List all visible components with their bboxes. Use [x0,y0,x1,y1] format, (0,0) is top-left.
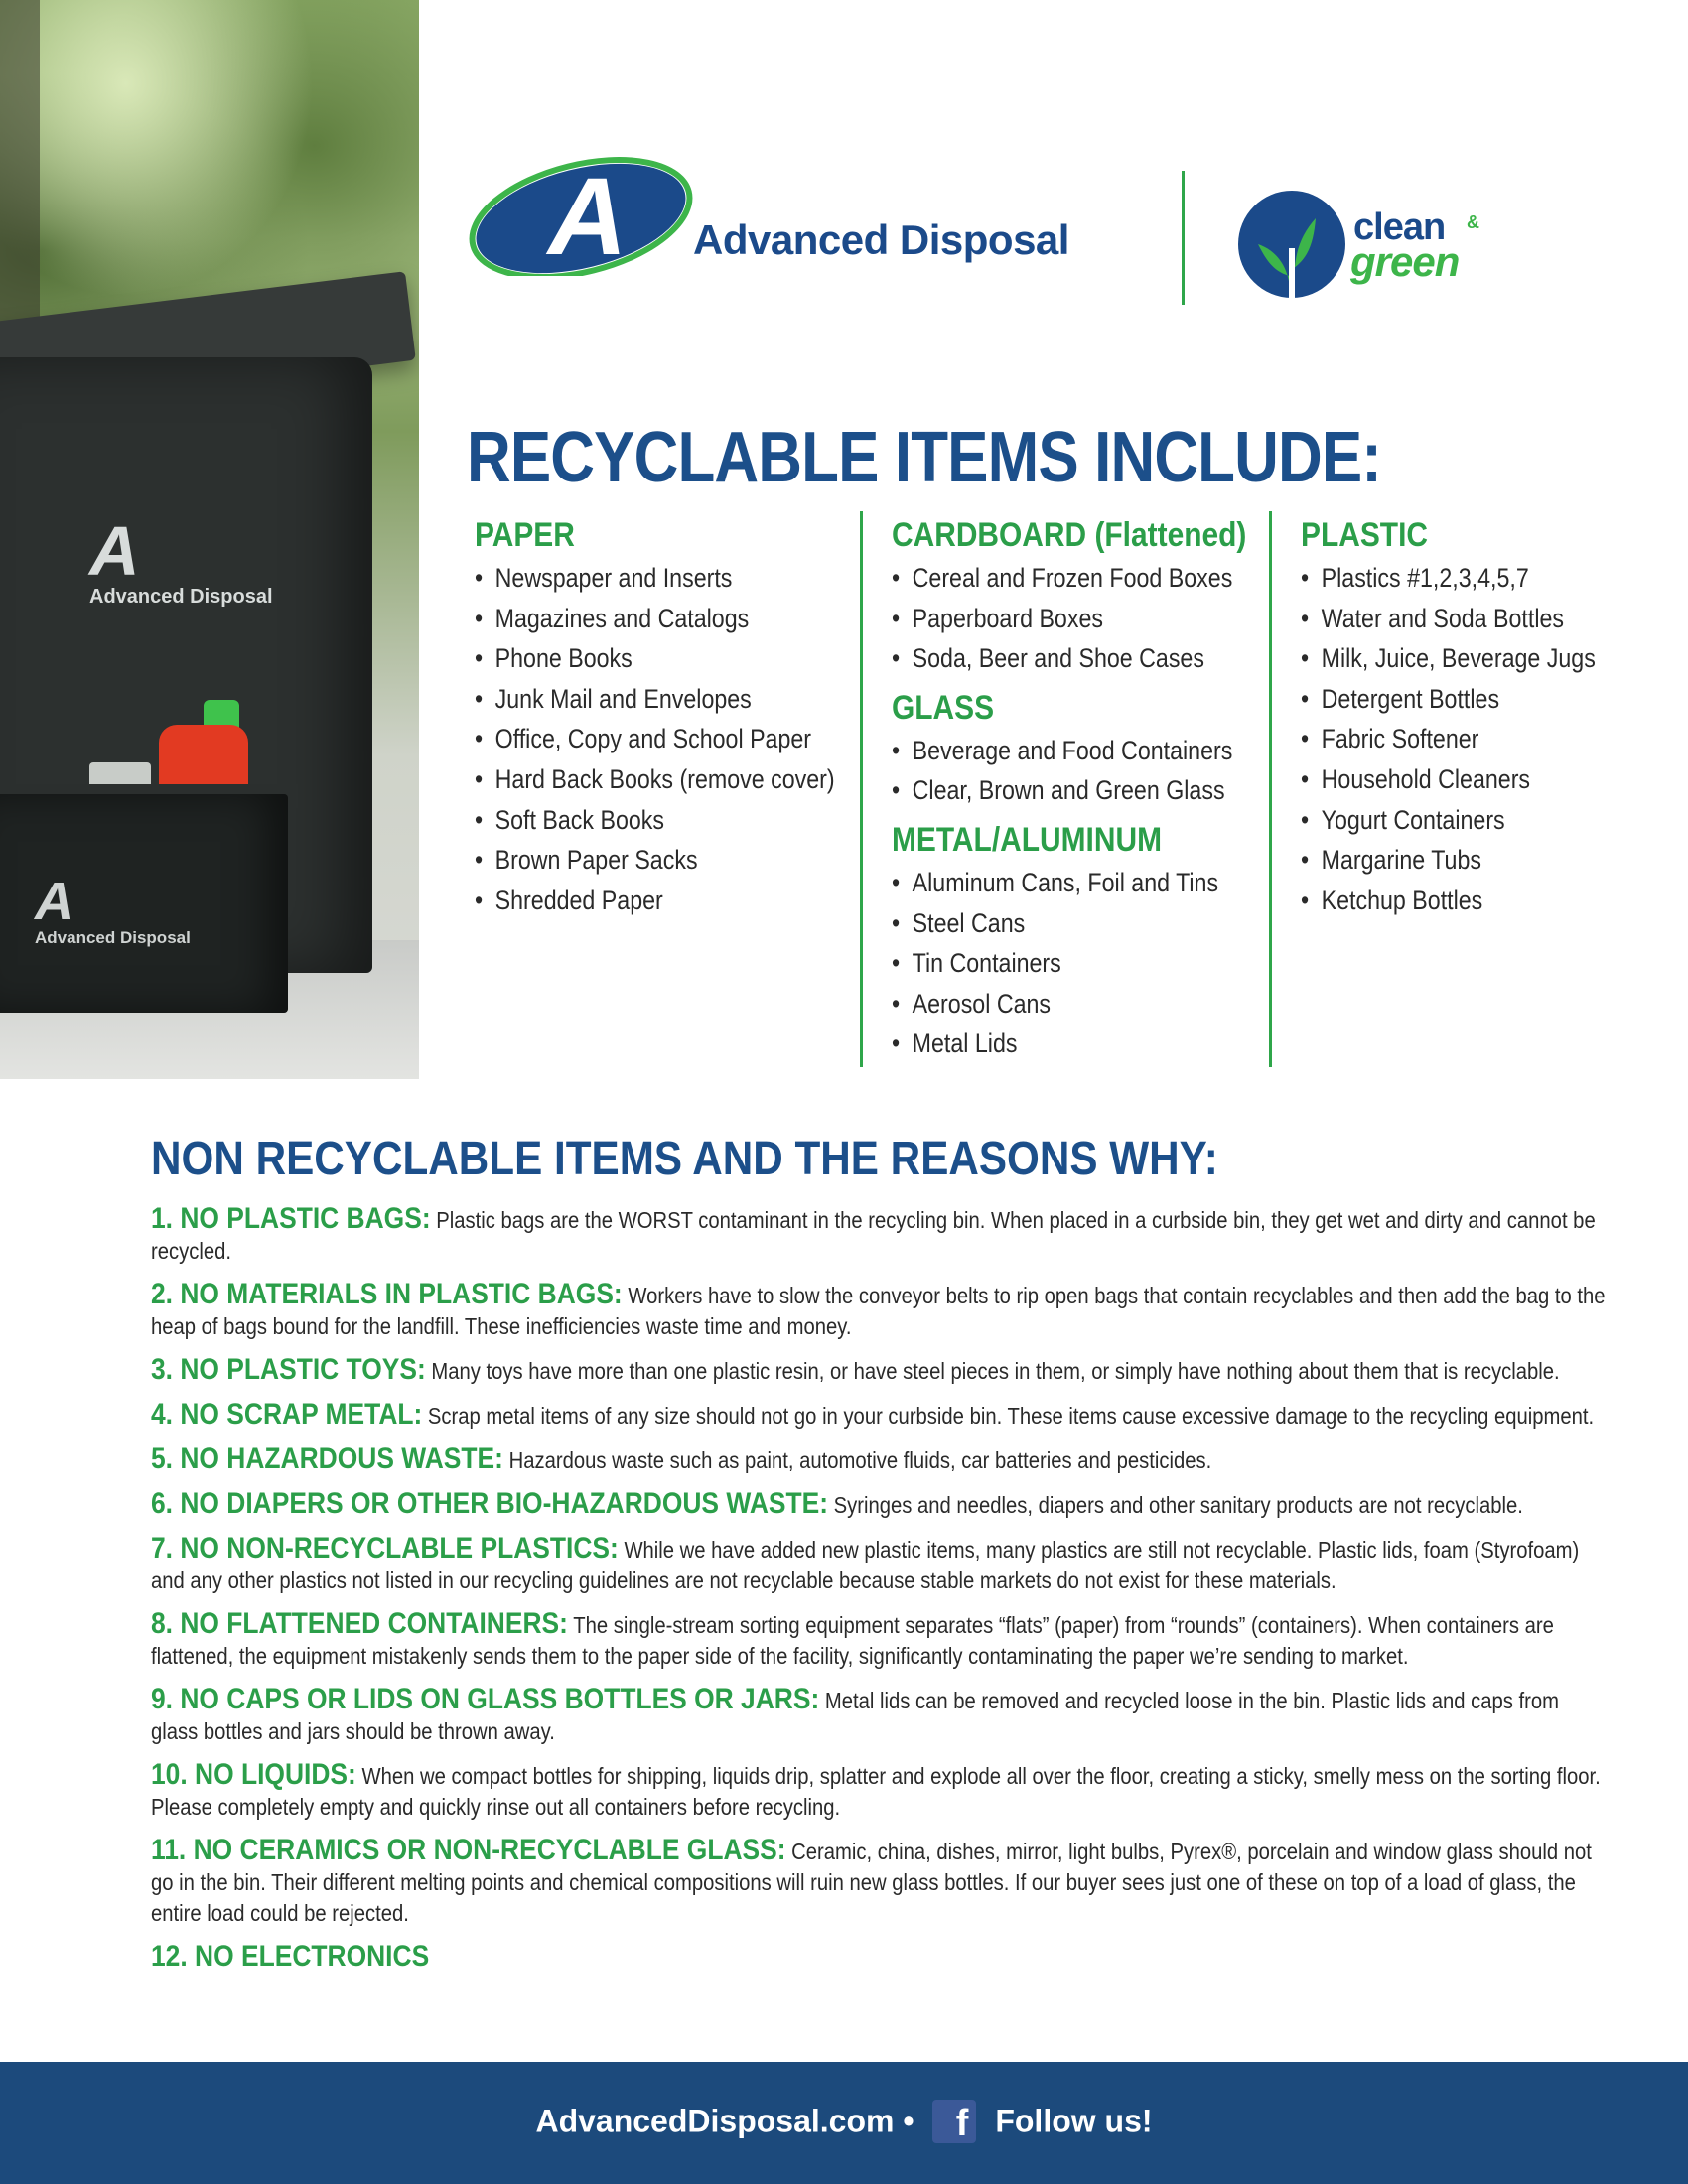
item-list [892,558,1295,679]
reason-heading: 4. NO SCRAP METAL: [151,1398,423,1431]
facebook-icon[interactable]: f [932,2100,976,2143]
reason-item [151,1354,1611,1387]
reason-item [151,1279,1611,1342]
column-divider [860,511,863,1067]
reason-heading: 3. NO PLASTIC TOYS: [151,1353,426,1386]
reason-text: Plastic bags are the WORST contaminant in the recycling bin. When placed in a curbside bin, they get wet and dirty and cannot be recycled. [151,1207,1596,1264]
reason-heading: 2. NO MATERIALS IN PLASTIC BAGS: [151,1278,623,1310]
item-list [475,558,894,920]
list-item: • Fabric Softener [1301,719,1596,759]
clean-green-logo [1236,189,1494,308]
item-list [1301,558,1643,920]
advanced-disposal-logo [467,157,1142,276]
reason-item [151,1203,1611,1267]
list-item: • Beverage and Food Containers [892,731,1238,771]
trash-cart-photo [0,0,419,1079]
recyclable-title: RECYCLABLE ITEMS INCLUDE: [467,418,1382,497]
recyclable-column-plastic [1301,516,1643,930]
reasons-list [151,1203,1611,1985]
category-title: PAPER [475,516,575,554]
reason-item [151,1443,1611,1476]
reason-text: Many toys have more than one plastic resin, or have steel pieces in them, or simply have nothing about them that is recyclable. [431,1358,1560,1384]
list-item: • Phone Books [475,638,835,679]
footer-separator: • [903,2103,914,2139]
list-item: • Office, Copy and School Paper [475,719,835,759]
brand-name: Advanced Disposal [693,216,1069,263]
item-list [892,863,1295,1064]
list-item: • Soda, Beer and Shoe Cases [892,638,1238,679]
list-item: • Clear, Brown and Green Glass [892,770,1238,811]
green-word: green [1350,238,1460,285]
recyclable-column-paper [475,516,894,930]
reason-text: Metal lids can be removed and recycled loose in the bin. Plastic lids and caps from glass bottles and jars should be thrown away. [151,1688,1560,1744]
reason-item [151,1533,1611,1596]
leaf-icon [1236,189,1355,308]
list-item: • Soft Back Books [475,800,835,841]
bin-logo-letter: A [35,872,73,931]
reason-text: While we have added new plastic items, many plastics are still not recyclable. Plastic lids, foam (Styrofoam) and any other plastics not listed in our recycling guidelines are not recyclable because stable markets do not exist for these materials. [151,1537,1580,1593]
reason-text: Hazardous waste such as paint, automotive fluids, car batteries and pesticides. [508,1447,1212,1473]
list-item: • Water and Soda Bottles [1301,599,1596,639]
reason-text: Syringes and needles, diapers and other sanitary products are not recyclable. [833,1492,1523,1518]
list-item: • Metal Lids [892,1024,1238,1064]
reason-heading: 5. NO HAZARDOUS WASTE: [151,1442,503,1475]
reason-text: When we compact bottles for shipping, liquids drip, splatter and explode all over the floor, creating a sticky, smelly mess on the sorting floor. Please completely empty and quickly rinse out all containers before recycling. [151,1763,1601,1820]
list-item: • Shredded Paper [475,881,835,921]
list-item: • Newspaper and Inserts [475,558,835,599]
reason-heading: 8. NO FLATTENED CONTAINERS: [151,1607,568,1640]
list-item: • Household Cleaners [1301,759,1596,800]
category-title: METAL/ALUMINUM [892,820,1163,859]
list-item: • Aerosol Cans [892,984,1238,1024]
footer-bar [0,2062,1688,2184]
list-item: • Ketchup Bottles [1301,881,1596,921]
reason-item [151,1835,1611,1929]
list-item: • Brown Paper Sacks [475,840,835,881]
item-list [892,731,1295,811]
category-title: CARDBOARD (Flattened) [892,516,1247,554]
reason-heading: 10. NO LIQUIDS: [151,1758,356,1791]
list-item: • Margarine Tubs [1301,840,1596,881]
list-item: • Tin Containers [892,943,1238,984]
bin-logo [35,874,191,947]
ampersand: & [1467,212,1479,232]
reason-heading: 1. NO PLASTIC BAGS: [151,1202,431,1235]
list-item: • Cereal and Frozen Food Boxes [892,558,1238,599]
clean-word: clean [1353,206,1446,248]
reason-text: The single-stream sorting equipment separates “flats” (paper) from “rounds” (containers). When containers are flattened, the equipment mistakenly sends them to the paper side of the facility, significantly contaminating the paper we’re sending to market. [151,1612,1554,1669]
reason-item [151,1941,1611,1974]
list-item: • Paperboard Boxes [892,599,1238,639]
follow-us-link[interactable]: Follow us! [995,2103,1153,2139]
reason-item [151,1759,1611,1823]
list-item: • Yogurt Containers [1301,800,1596,841]
bin-logo-text: Advanced Disposal [35,928,191,947]
footer-content [0,2100,1688,2143]
reason-heading: 11. NO CERAMICS OR NON-RECYCLABLE GLASS: [151,1834,786,1866]
cart-logo [89,512,273,608]
category-title: PLASTIC [1301,516,1428,554]
list-item: • Magazines and Catalogs [475,599,835,639]
reason-heading: 12. NO ELECTRONICS [151,1940,430,1973]
non-recyclable-title: NON RECYCLABLE ITEMS AND THE REASONS WHY: [151,1133,1218,1185]
reason-text: Ceramic, china, dishes, mirror, light bulbs, Pyrex®, porcelain and window glass should not go in the bin. Their different melting points and chemical compositions will ruin new glass bottles. If our buyer sees just one of these on top of a load of glass, the entire load could be rejected. [151,1839,1592,1926]
reason-item [151,1399,1611,1432]
cart-logo-letter: A [89,512,140,590]
reason-heading: 9. NO CAPS OR LIDS ON GLASS BOTTLES OR JARS: [151,1683,820,1715]
category-title: GLASS [892,688,995,727]
column-divider [1269,511,1272,1067]
cart-logo-text: Advanced Disposal [89,586,273,608]
logo-divider [1182,171,1185,305]
list-item: • Milk, Juice, Beverage Jugs [1301,638,1596,679]
recyclable-column-cardboard-glass-metal [892,516,1295,1074]
reason-item [151,1684,1611,1747]
list-item: • Aluminum Cans, Foil and Tins [892,863,1238,903]
list-item: • Steel Cans [892,903,1238,944]
emblem-letter: A [548,157,628,276]
reason-text: Workers have to slow the conveyor belts to rip open bags that contain recyclables and then add the bag to the heap of bags bound for the landfill. These inefficiencies waste time and money. [151,1283,1606,1339]
advanced-disposal-emblem-icon [467,157,695,276]
reason-heading: 6. NO DIAPERS OR OTHER BIO-HAZARDOUS WASTE: [151,1487,829,1520]
list-item: • Detergent Bottles [1301,679,1596,720]
list-item: • Junk Mail and Envelopes [475,679,835,720]
reason-text: Scrap metal items of any size should not go in your curbside bin. These items cause excessive damage to the recycling equipment. [427,1403,1595,1429]
website-link[interactable]: AdvancedDisposal.com [535,2103,895,2139]
reason-heading: 7. NO NON-RECYCLABLE PLASTICS: [151,1532,619,1565]
list-item: • Hard Back Books (remove cover) [475,759,835,800]
reason-item [151,1488,1611,1521]
reason-item [151,1608,1611,1672]
list-item: • Plastics #1,2,3,4,5,7 [1301,558,1596,599]
